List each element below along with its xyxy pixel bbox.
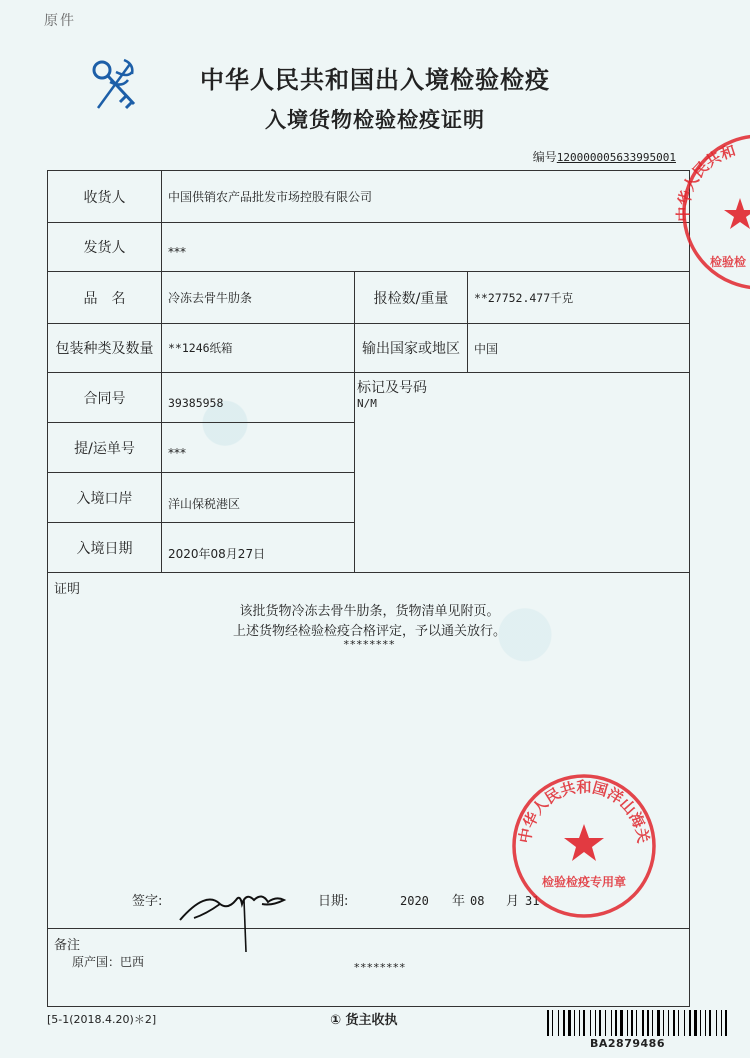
serial-label: 编号 (532, 150, 557, 164)
title-line2: 入境货物检验检疫证明 (265, 108, 485, 132)
barcode-number: BA2879486 (590, 1037, 665, 1050)
consignor-value: *** (162, 223, 690, 272)
origin-country-label: 输出国家或地区 (355, 324, 468, 373)
contract-label: 合同号 (48, 373, 162, 423)
seal-bottom-text: 检验检疫专用章 (541, 875, 627, 889)
partial-seal-star-icon (724, 198, 750, 229)
copy-label: ① 货主收执 (330, 1013, 398, 1028)
product-value: 冷冻去骨牛肋条 (162, 272, 355, 324)
certificate-line3: ******** (343, 638, 396, 651)
partial-seal-arc-text: 中华人民共和 (674, 141, 738, 222)
port-value: 洋山保税港区 (162, 473, 355, 523)
port-label: 入境口岸 (48, 473, 162, 523)
product-label: 品 名 (48, 272, 162, 324)
consignee-value: 中国供销农产品批发市场控股有限公司 (162, 171, 690, 223)
contract-value: 39385958 (162, 373, 355, 423)
consignor-label: 发货人 (48, 223, 162, 272)
date-month: 08 (470, 894, 485, 908)
date-year-char: 年 (452, 894, 466, 909)
remarks-label: 备注 (54, 938, 81, 953)
sign-label: 签字: (132, 894, 163, 909)
form-code: [5-1(2018.4.20)＊2] (47, 1013, 157, 1026)
remarks-origin: 原产国：巴西 (72, 955, 145, 969)
partial-seal-bottom-text: 检验检 (710, 255, 747, 269)
entry-date-label: 入境日期 (48, 523, 162, 573)
serial-number: 120000005633995001 (556, 151, 676, 164)
weight-value: **27752.477千克 (468, 272, 690, 324)
origin-country-value: 中国 (468, 324, 690, 373)
certificate-block (47, 572, 690, 929)
date-month-char: 月 (506, 894, 520, 909)
remarks-block (47, 929, 690, 1007)
certificate-label: 证明 (54, 582, 81, 597)
marks-label: 标记及号码 (357, 380, 427, 396)
certificate-line2: 上述货物经检验检疫合格评定，予以通关放行。 (232, 624, 506, 639)
bill-label: 提/运单号 (48, 423, 162, 473)
corner-note: 原件 (44, 13, 76, 29)
certificate-line1: 该批货物冷冻去骨牛肋条，货物清单见附页。 (239, 604, 500, 619)
remarks-stars: ******** (354, 961, 406, 974)
serial-row (533, 148, 676, 165)
date-day: 31 (525, 894, 540, 908)
bill-value: *** (162, 423, 355, 473)
info-table (47, 170, 690, 573)
date-year: 2020 (400, 894, 429, 908)
title-line1: 中华人民共和国出入境检验检疫 (200, 66, 550, 94)
marks-value: N/M (357, 397, 377, 410)
date-label: 日期: (318, 894, 349, 909)
seal-arc-text: 中华人民共和国洋山海关 (515, 778, 653, 845)
entry-date-value: 2020年08月27日 (162, 523, 355, 573)
marks-cell (355, 373, 690, 573)
package-label: 包装种类及数量 (48, 324, 162, 373)
weight-label: 报检数/重量 (355, 272, 468, 324)
package-value: **1246纸箱 (162, 324, 355, 373)
barcode (545, 1010, 735, 1036)
consignee-label: 收货人 (48, 171, 162, 223)
